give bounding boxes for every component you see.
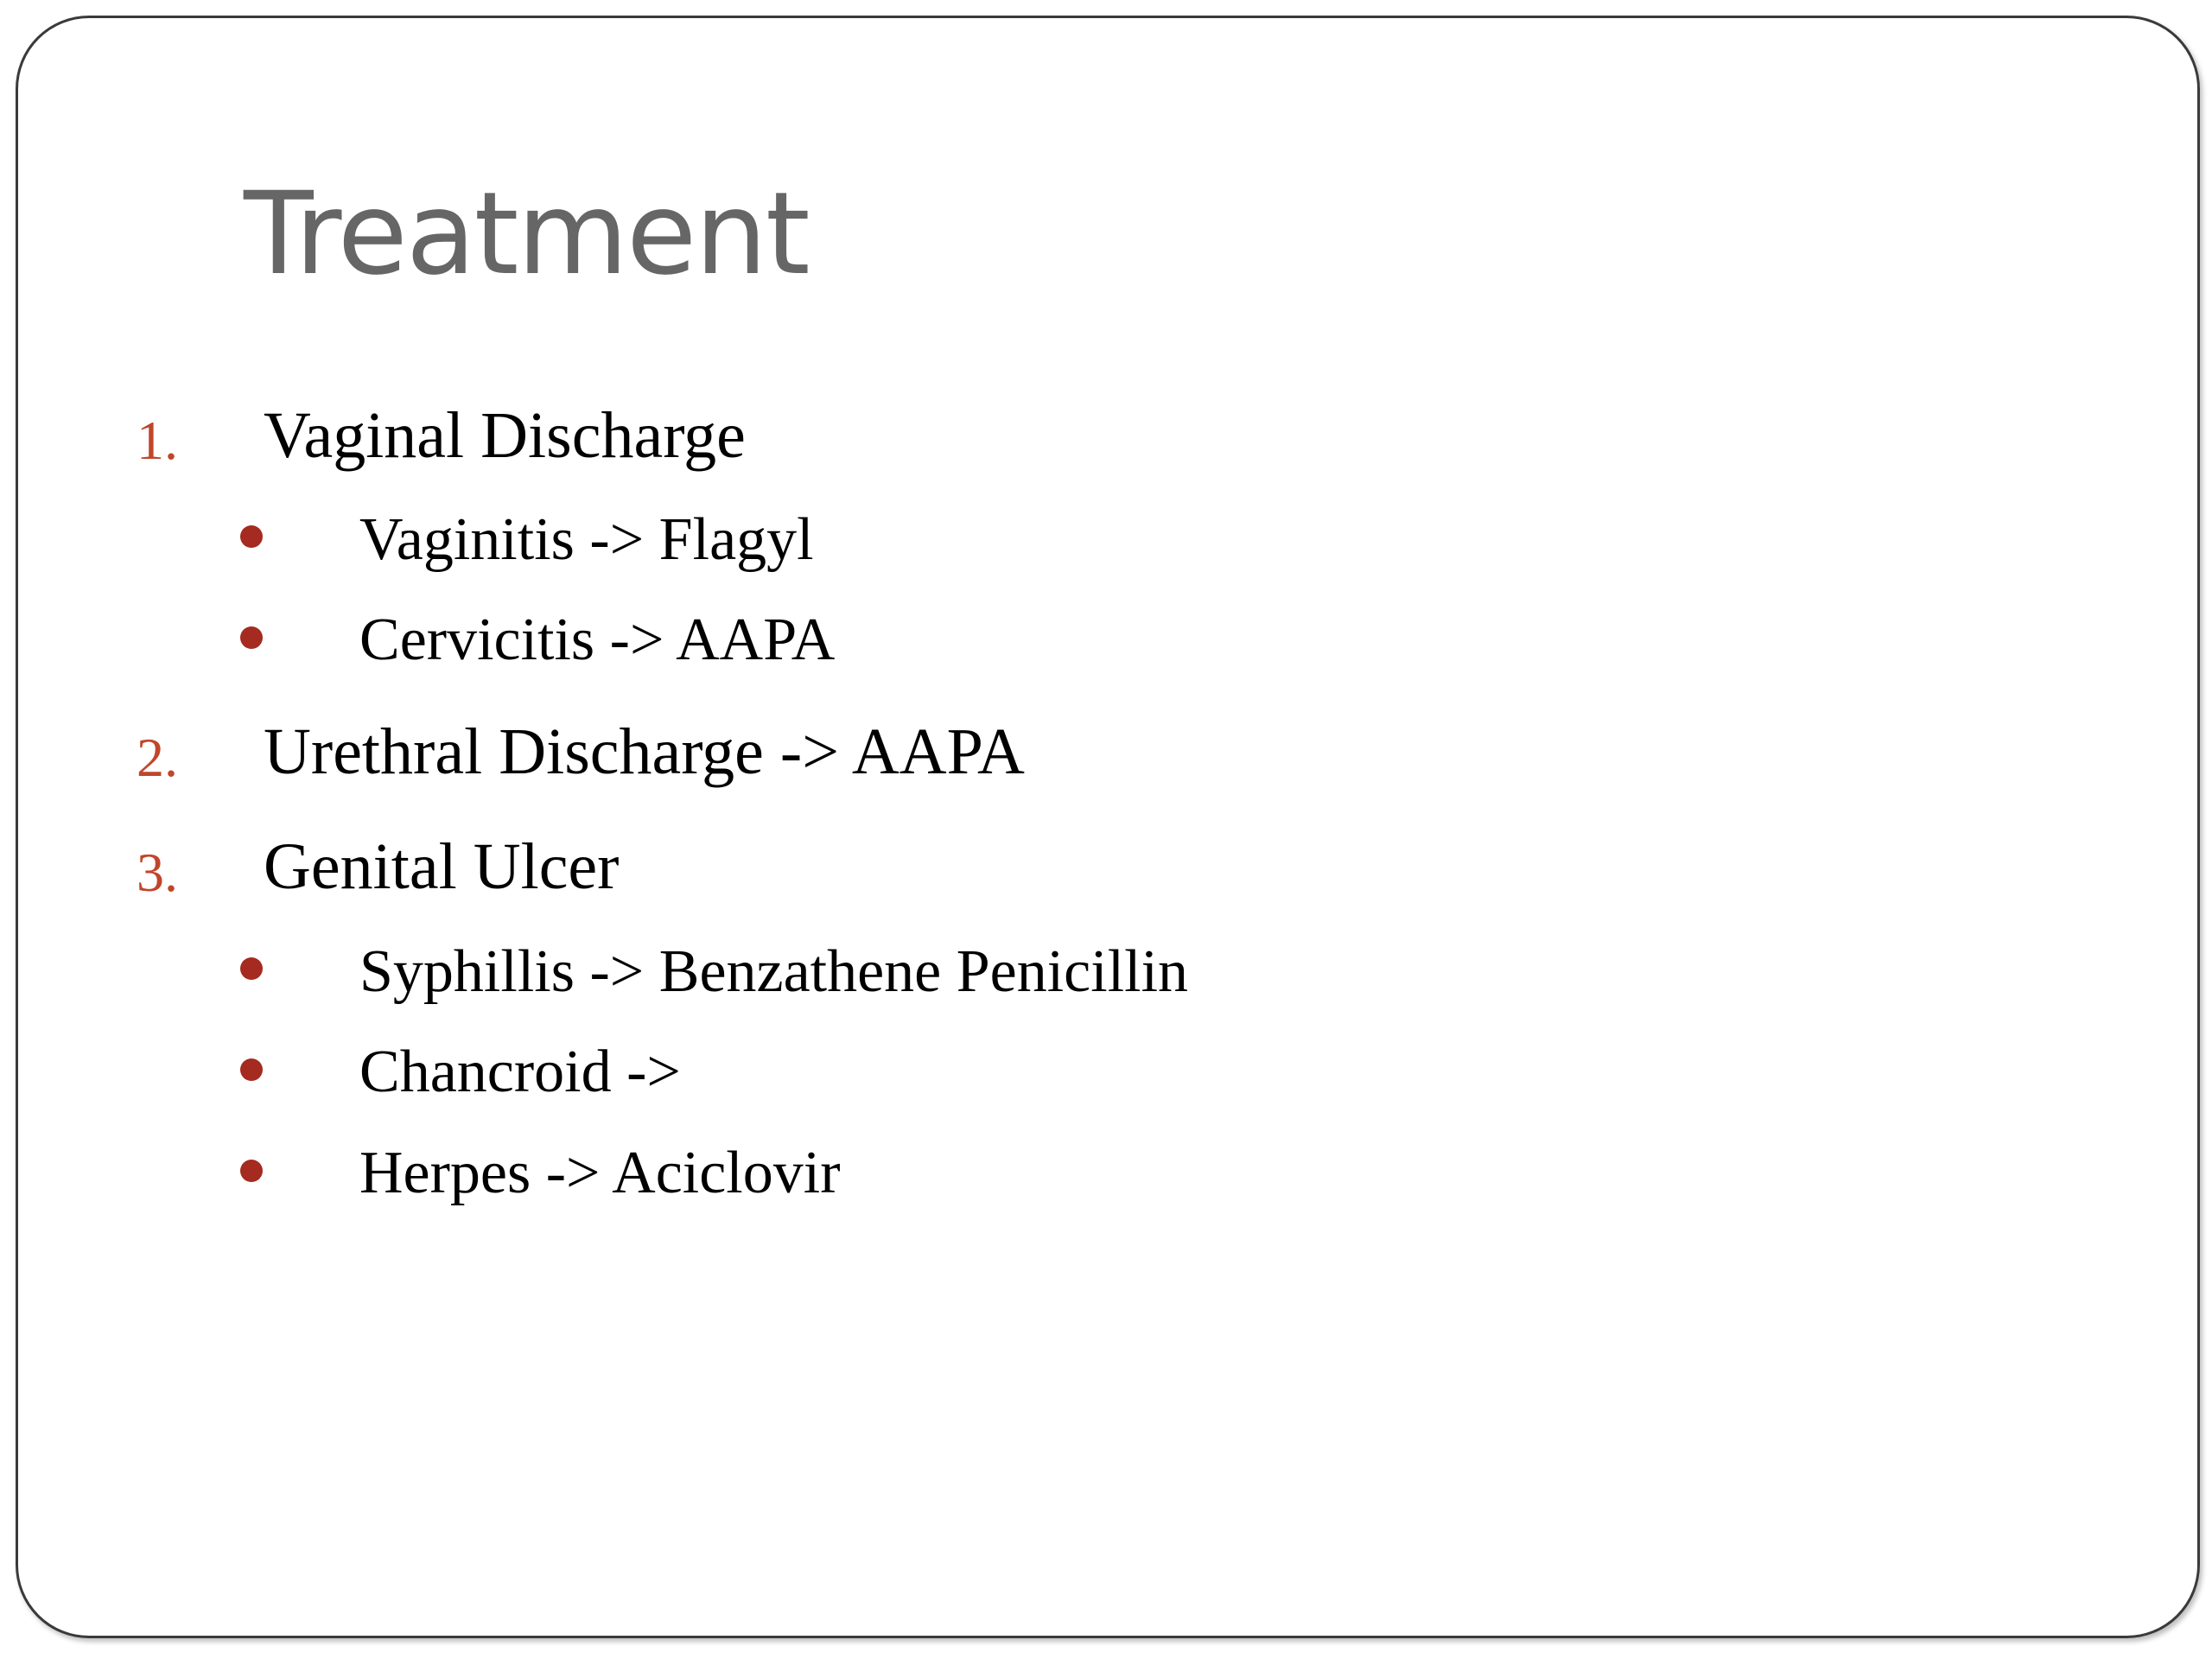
- subitem-chancroid: Chancroid ->: [359, 1039, 681, 1105]
- bullet-icon: [240, 525, 263, 548]
- subitem-vaginitis: Vaginitis -> Flagyl: [359, 506, 814, 573]
- bullet-icon: [240, 1058, 263, 1081]
- list-item-genital-ulcer: Genital Ulcer: [264, 830, 620, 903]
- subitem-cervicitis: Cervicitis -> AAPA: [359, 607, 836, 673]
- bullet-icon: [240, 957, 263, 980]
- list-number: 1.: [137, 410, 178, 471]
- list-number: 2.: [137, 727, 178, 788]
- bullet-icon: [240, 626, 263, 649]
- subitem-herpes: Herpes -> Aciclovir: [359, 1140, 841, 1206]
- bullet-icon: [240, 1160, 263, 1182]
- list-item-vaginal-discharge: Vaginal Discharge: [264, 399, 746, 472]
- subitem-syphillis: Syphillis -> Benzathene Penicillin: [359, 938, 1189, 1005]
- list-item-urethral-discharge: Urethral Discharge -> AAPA: [264, 715, 1025, 788]
- slide-title: Treatment: [244, 168, 809, 301]
- list-number: 3.: [137, 842, 178, 903]
